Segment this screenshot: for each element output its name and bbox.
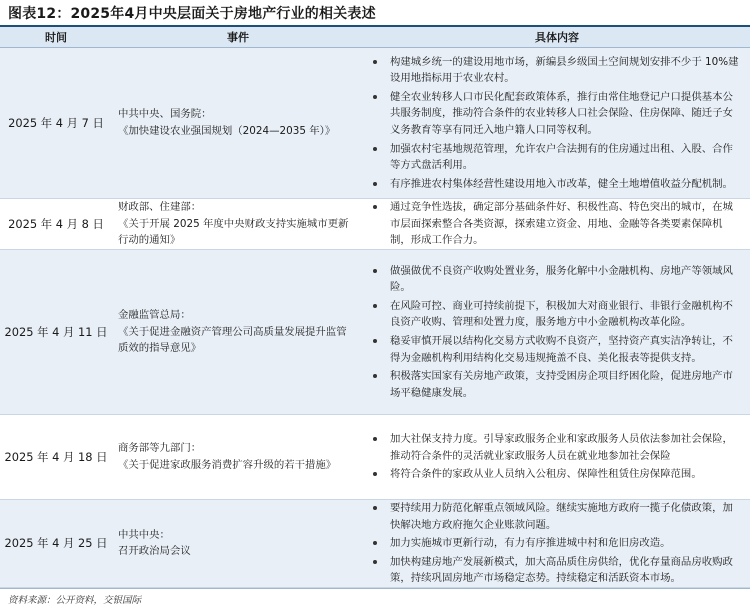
detail-text: 积极落实国家有关房地产政策，支持受困房企项目纾困化险，促进房地产市场平稳健康发展。: [390, 370, 733, 399]
table-row: [0, 48, 750, 199]
detail-item: [364, 500, 742, 533]
detail-item: [364, 176, 742, 193]
bullet-icon: [373, 205, 377, 209]
figure-title: 图表12：2025年4月中央层面关于房地产行业的相关表述: [0, 0, 750, 27]
row-details: [364, 48, 750, 199]
bullet-icon: [373, 269, 377, 273]
bullet-icon: [373, 506, 377, 510]
detail-item: [364, 54, 742, 87]
bullet-icon: [373, 339, 377, 343]
row-event: [112, 250, 364, 415]
detail-text: 加强农村宅基地规范管理，允许农户合法拥有的住房通过出租、入股、合作等方式盘活利用。: [390, 142, 733, 172]
event-document: 《关于促进金融资产管理公司高质量发展提升监管质效的指导意见》: [118, 325, 347, 355]
event-document: 《关于开展 2025 年度中央财政支持实施城市更新行动的通知》: [118, 217, 349, 247]
event-issuer: 中共中央：: [118, 528, 170, 541]
detail-item: [364, 263, 742, 296]
detail-item: [364, 89, 742, 139]
detail-item: [364, 535, 742, 552]
table-row: [0, 250, 750, 415]
detail-item: [364, 333, 742, 366]
header-detail: 具体内容: [364, 27, 750, 48]
table-row: [0, 415, 750, 500]
detail-list: [364, 54, 742, 193]
row-event: [112, 199, 364, 250]
detail-text: 健全农业转移人口市民化配套政策体系，推行由常住地登记户口提供基本公共服务制度，推动符合条件的农业转移人口社会保险、住房保障、随迁子女义务教育等享有同迁入地户籍人口同等权利。: [390, 90, 733, 136]
row-event: [112, 500, 364, 588]
bullet-icon: [373, 147, 377, 151]
detail-item: [364, 141, 742, 174]
detail-list: [364, 263, 742, 402]
bullet-icon: [373, 472, 377, 476]
detail-text: 在风险可控、商业可持续前提下，积极加大对商业银行、非银行金融机构不良资产收购、管理和处置力度，服务地方中小金融机构改革化险。: [390, 299, 733, 329]
detail-item: [364, 431, 742, 464]
event-document: 《加快建设农业强国规划（2024—2035 年）》: [118, 125, 336, 137]
bullet-icon: [373, 182, 377, 186]
header-time: 时间: [0, 27, 112, 48]
detail-item: [364, 298, 742, 331]
row-event: [112, 415, 364, 500]
bullet-icon: [373, 541, 377, 545]
detail-item: [364, 554, 742, 587]
bullet-icon: [373, 437, 377, 441]
row-date: 2025 年 4 月 8 日: [0, 199, 112, 250]
event-document: 召开政治局会议: [118, 545, 191, 558]
bullet-icon: [373, 60, 377, 64]
policy-table: [0, 27, 750, 588]
table-row: [0, 500, 750, 588]
detail-list: [364, 431, 742, 483]
detail-text: 构建城乡统一的建设用地市场，新编县乡级国土空间规划安排不少于 10%建设用地指标用于农业农村。: [390, 55, 739, 85]
bullet-icon: [373, 560, 377, 564]
detail-list: [364, 199, 742, 249]
event-issuer: 中共中央、国务院：: [118, 108, 212, 121]
bullet-icon: [373, 95, 377, 99]
row-date: 2025 年 4 月 25 日: [0, 500, 112, 588]
source-note: 资料来源：公开资料，交银国际: [0, 588, 750, 609]
event-issuer: 商务部等九部门：: [118, 442, 202, 455]
detail-item: [364, 368, 742, 401]
event-issuer: 金融监管总局：: [118, 309, 191, 322]
row-date: 2025 年 4 月 18 日: [0, 415, 112, 500]
detail-text: 做强做优不良资产收购处置业务，服务化解中小金融机构、房地产等领域风险。: [390, 264, 733, 294]
row-date: 2025 年 4 月 7 日: [0, 48, 112, 199]
event-issuer: 财政部、住建部：: [118, 201, 202, 214]
row-details: [364, 250, 750, 415]
detail-text: 加力实施城市更新行动，有力有序推进城中村和危旧房改造。: [390, 537, 671, 550]
detail-item: [364, 199, 742, 249]
event-document: 《关于促进家政服务消费扩容升级的若干措施》: [118, 459, 337, 471]
header-event: 事件: [112, 27, 364, 48]
detail-text: 加大社保支持力度。引导家政服务企业和家政服务人员依法参加社会保险，推动符合条件的灵活就业家政服务人员在就业地参加社会保险: [390, 433, 733, 462]
detail-item: [364, 466, 742, 483]
detail-text: 要持续用力防范化解重点领域风险。继续实施地方政府一揽子化债政策，加快解决地方政府拖欠企业账款问题。: [390, 502, 733, 531]
detail-text: 通过竞争性选拔，确定部分基础条件好、积极性高、特色突出的城市，在城市层面探索整合各类资源，探索建立资金、用地、金融等各类要素保障机制，形成工作合力。: [390, 201, 733, 247]
bullet-icon: [373, 374, 377, 378]
row-date: 2025 年 4 月 11 日: [0, 250, 112, 415]
bullet-icon: [373, 304, 377, 308]
table-row: [0, 199, 750, 250]
table-header-row: [0, 27, 750, 48]
detail-list: [364, 500, 742, 587]
row-details: [364, 199, 750, 250]
row-event: [112, 48, 364, 199]
detail-text: 将符合条件的家政从业人员纳入公租房、保障性租赁住房保障范围。: [390, 468, 702, 481]
detail-text: 有序推进农村集体经营性建设用地入市改革，健全土地增值收益分配机制。: [390, 177, 733, 190]
detail-text: 加快构建房地产发展新模式，加大高品质住房供给，优化存量商品房收购政策，持续巩固房地产市场稳定态势。持续稳定和活跃资本市场。: [390, 555, 733, 585]
detail-text: 稳妥审慎开展以结构化交易方式收购不良资产，坚持资产真实洁净转让，不得为金融机构利用结构化交易违规掩盖不良、美化报表等提供支持。: [390, 335, 733, 364]
row-details: [364, 415, 750, 500]
row-details: [364, 500, 750, 588]
